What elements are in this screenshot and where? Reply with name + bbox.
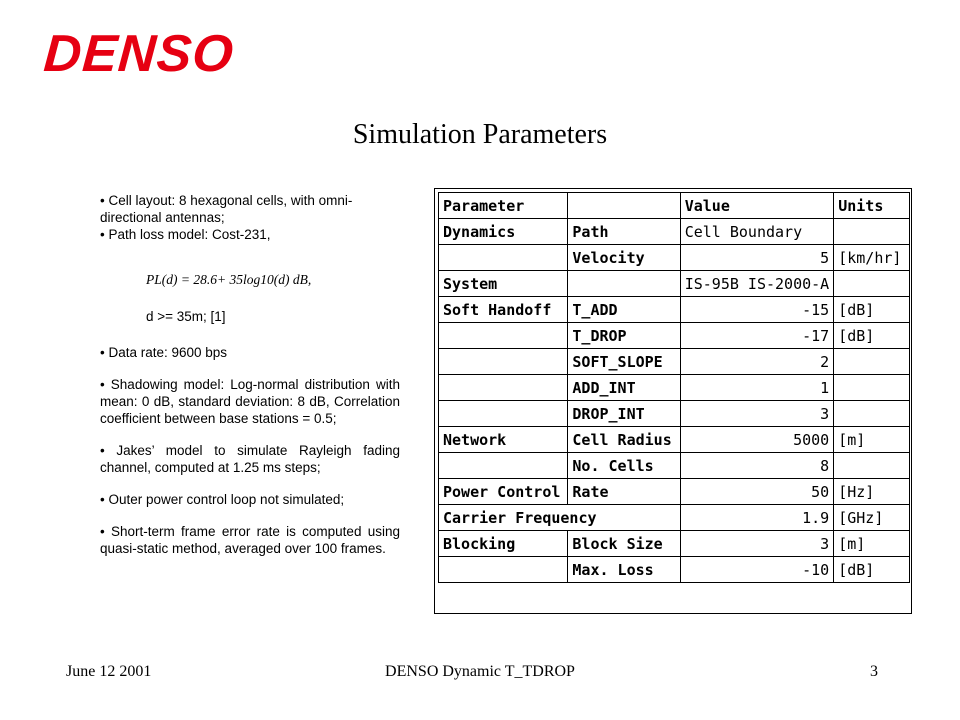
cell-group: Dynamics (439, 219, 568, 245)
cell-units (834, 401, 910, 427)
table-row (439, 375, 910, 401)
cell-value: IS-95B IS-2000-A (680, 271, 834, 297)
cell-name: Block Size (568, 531, 680, 557)
bullet-jakes-model: • Jakes’ model to simulate Rayleigh fading channel, computed at 1.25 ms steps; (100, 443, 400, 475)
bullet-list (100, 192, 400, 557)
bullet-frame-error: • Short-term frame error rate is computed using quasi-static method, averaged over 100 frames. (100, 524, 400, 556)
cell-units: [m] (834, 531, 910, 557)
cell-group (439, 323, 568, 349)
cell-name (568, 271, 680, 297)
cell-value: 3 (680, 531, 834, 557)
parameters-table (438, 192, 910, 583)
table-row (439, 219, 910, 245)
cell-name: Max. Loss (568, 557, 680, 583)
cell-group (439, 401, 568, 427)
cell-group (439, 375, 568, 401)
cell-group: Network (439, 427, 568, 453)
cell-group: Soft Handoff (439, 297, 568, 323)
cell-units (834, 453, 910, 479)
cell-name: Path (568, 219, 680, 245)
cell-value: 5000 (680, 427, 834, 453)
cell-units: [km/hr] (834, 245, 910, 271)
bullet-data-rate: • Data rate: 9600 bps (100, 345, 228, 360)
cell-units: [dB] (834, 323, 910, 349)
bullet-shadowing: • Shadowing model: Log-normal distribution with mean: 0 dB, standard deviation: 8 dB, Correlation coefficient between base stations = 0.5; (100, 377, 400, 426)
cell-group (439, 349, 568, 375)
cell-group: Carrier Frequency (439, 505, 681, 531)
cell-name: T_ADD (568, 297, 680, 323)
cell-value: 5 (680, 245, 834, 271)
cell-name: Velocity (568, 245, 680, 271)
header-empty (568, 193, 680, 219)
cell-group (439, 245, 568, 271)
table-row (439, 531, 910, 557)
cell-group: Blocking (439, 531, 568, 557)
cell-value: 3 (680, 401, 834, 427)
cell-value: 2 (680, 349, 834, 375)
cell-name: SOFT_SLOPE (568, 349, 680, 375)
table-row (439, 479, 910, 505)
header-value: Value (680, 193, 834, 219)
table-row (439, 557, 910, 583)
table-header-row (439, 193, 910, 219)
cell-units: [dB] (834, 557, 910, 583)
bullet-cell-layout: • Cell layout: 8 hexagonal cells, with omni-directional antennas; (100, 193, 353, 225)
table-row (439, 349, 910, 375)
path-loss-condition: d >= 35m; [1] (146, 309, 226, 324)
table-row (439, 401, 910, 427)
table-row (439, 271, 910, 297)
table-row (439, 297, 910, 323)
cell-value: -10 (680, 557, 834, 583)
cell-group (439, 557, 568, 583)
cell-name: DROP_INT (568, 401, 680, 427)
table-row (439, 505, 910, 531)
denso-logo: DENSO (41, 25, 236, 83)
header-units: Units (834, 193, 910, 219)
cell-units (834, 349, 910, 375)
cell-name: No. Cells (568, 453, 680, 479)
table-row (439, 245, 910, 271)
bullet-outer-loop: • Outer power control loop not simulated; (100, 492, 345, 507)
table-row (439, 453, 910, 479)
cell-units: [GHz] (834, 505, 910, 531)
cell-value: Cell Boundary (680, 219, 834, 245)
cell-value: -15 (680, 297, 834, 323)
header-parameter: Parameter (439, 193, 568, 219)
cell-units (834, 219, 910, 245)
cell-name: Rate (568, 479, 680, 505)
table-row (439, 427, 910, 453)
footer-title: DENSO Dynamic T_TDROP (385, 663, 575, 680)
cell-name: T_DROP (568, 323, 680, 349)
cell-units: [dB] (834, 297, 910, 323)
cell-name: ADD_INT (568, 375, 680, 401)
bullet-path-loss: • Path loss model: Cost-231, (100, 227, 271, 242)
cell-group: System (439, 271, 568, 297)
table-row (439, 323, 910, 349)
cell-name: Cell Radius (568, 427, 680, 453)
cell-group: Power Control (439, 479, 568, 505)
cell-value: 1 (680, 375, 834, 401)
cell-value: 1.9 (680, 505, 834, 531)
cell-units: [m] (834, 427, 910, 453)
path-loss-formula: PL(d) = 28.6+ 35log10(d) dB, (146, 272, 312, 287)
cell-units (834, 375, 910, 401)
footer-page-number: 3 (870, 663, 878, 680)
cell-value: -17 (680, 323, 834, 349)
footer-date: June 12 2001 (66, 663, 152, 680)
cell-value: 8 (680, 453, 834, 479)
cell-group (439, 453, 568, 479)
cell-value: 50 (680, 479, 834, 505)
cell-units (834, 271, 910, 297)
cell-units: [Hz] (834, 479, 910, 505)
slide-title: Simulation Parameters (352, 119, 608, 150)
